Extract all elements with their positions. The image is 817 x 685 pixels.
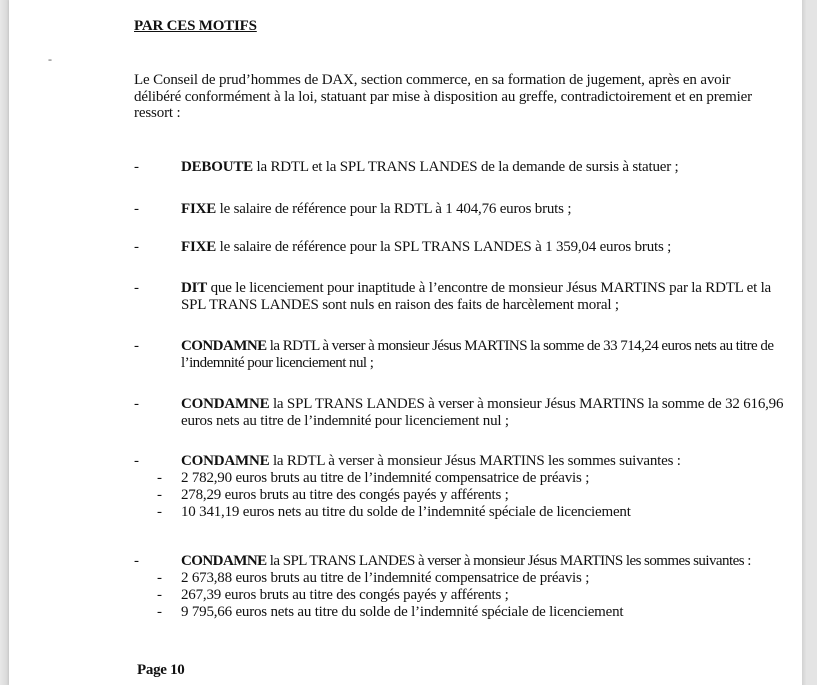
sub-item [157, 587, 784, 604]
ruling-item-condamne-spl-nul [134, 396, 784, 430]
viewer-left-gutter [0, 0, 9, 685]
sub-item-text: 2 782,90 euros bruts au titre de l’indemnité compensatrice de préavis ; [181, 470, 590, 486]
sub-bullet-dash: - [157, 604, 162, 620]
ruling-text: la SPL TRANS LANDES à verser à monsieur Jésus MARTINS les sommes suivantes : [266, 553, 751, 569]
ruling-text: la RDTL à verser à monsieur Jésus MARTINS les sommes suivantes : [269, 453, 681, 469]
intro-paragraph: Le Conseil de prud’hommes de DAX, section commerce, en sa formation de jugement, après en avoir délibéré conformément à la loi, statuant par mise à disposition au greffe, contradictoirement et en premier ressort : [134, 72, 753, 121]
ruling-keyword: CONDAMNE [181, 453, 270, 469]
bullet-dash: - [134, 201, 139, 217]
ruling-item-dit [134, 280, 784, 314]
ruling-keyword: DIT [181, 280, 208, 296]
bullet-dash: - [134, 280, 139, 296]
ruling-text: la RDTL à verser à monsieur Jésus MARTINS la somme de 33 714,24 euros nets au titre de l’indemnité pour licenciement nul ; [181, 338, 774, 371]
bullet-dash: - [134, 396, 139, 412]
ruling-item-condamne-rdtl-nul [134, 338, 784, 372]
sub-item [157, 487, 784, 504]
sub-bullet-dash: - [157, 504, 162, 520]
section-title: PAR CES MOTIFS [134, 18, 257, 34]
sub-item [157, 604, 784, 621]
ruling-keyword: CONDAMNE [181, 338, 267, 354]
sub-item [157, 570, 784, 587]
ruling-item-debouté [134, 159, 784, 176]
ruling-item-fixe-spl [134, 239, 784, 256]
ruling-text: la SPL TRANS LANDES à verser à monsieur Jésus MARTINS la somme de 32 616,96 euros nets au titre de l’indemnité pour licenciement nul ; [181, 396, 784, 429]
ruling-text: que le licenciement pour inaptitude à l’encontre de monsieur Jésus MARTINS par la RDTL et la SPL TRANS LANDES sont nuls en raison des faits de harcèlement moral ; [181, 280, 772, 313]
bullet-dash: - [134, 239, 139, 255]
sub-item [157, 504, 784, 521]
sub-bullet-dash: - [157, 470, 162, 486]
ruling-keyword: CONDAMNE [181, 553, 267, 569]
viewer-right-gutter [802, 0, 817, 685]
ruling-text: le salaire de référence pour la SPL TRANS LANDES à 1 359,04 euros bruts ; [216, 239, 672, 255]
sub-item-text: 2 673,88 euros bruts au titre de l’indemnité compensatrice de préavis ; [181, 570, 590, 586]
sub-item-text: 10 341,19 euros nets au titre du solde de l’indemnité spéciale de licenciement [181, 504, 631, 520]
sub-bullet-dash: - [157, 570, 162, 586]
sub-item [157, 470, 784, 487]
page-number: Page 10 [137, 662, 185, 678]
bullet-dash: - [134, 553, 139, 569]
ruling-keyword: DEBOUTE [181, 159, 253, 175]
ruling-keyword: FIXE [181, 201, 217, 217]
ruling-item-condamne-spl-sommes [134, 553, 784, 621]
bullet-dash: - [134, 453, 139, 469]
ruling-keyword: FIXE [181, 239, 217, 255]
sub-item-text: 267,39 euros bruts au titre des congés payés y afférents ; [181, 587, 509, 603]
ruling-text: la RDTL et la SPL TRANS LANDES de la demande de sursis à statuer ; [252, 159, 679, 175]
stray-mark: - [48, 52, 52, 66]
ruling-item-fixe-rdtl [134, 201, 784, 218]
document-page [9, 0, 802, 685]
bullet-dash: - [134, 338, 139, 354]
ruling-text: le salaire de référence pour la RDTL à 1 404,76 euros bruts ; [216, 201, 572, 217]
ruling-item-condamne-rdtl-sommes [134, 453, 784, 521]
sub-item-text: 9 795,66 euros nets au titre du solde de l’indemnité spéciale de licenciement [181, 604, 624, 620]
ruling-keyword: CONDAMNE [181, 396, 270, 412]
sub-item-text: 278,29 euros bruts au titre des congés payés y afférents ; [181, 487, 509, 503]
sub-bullet-dash: - [157, 487, 162, 503]
bullet-dash: - [134, 159, 139, 175]
sub-bullet-dash: - [157, 587, 162, 603]
